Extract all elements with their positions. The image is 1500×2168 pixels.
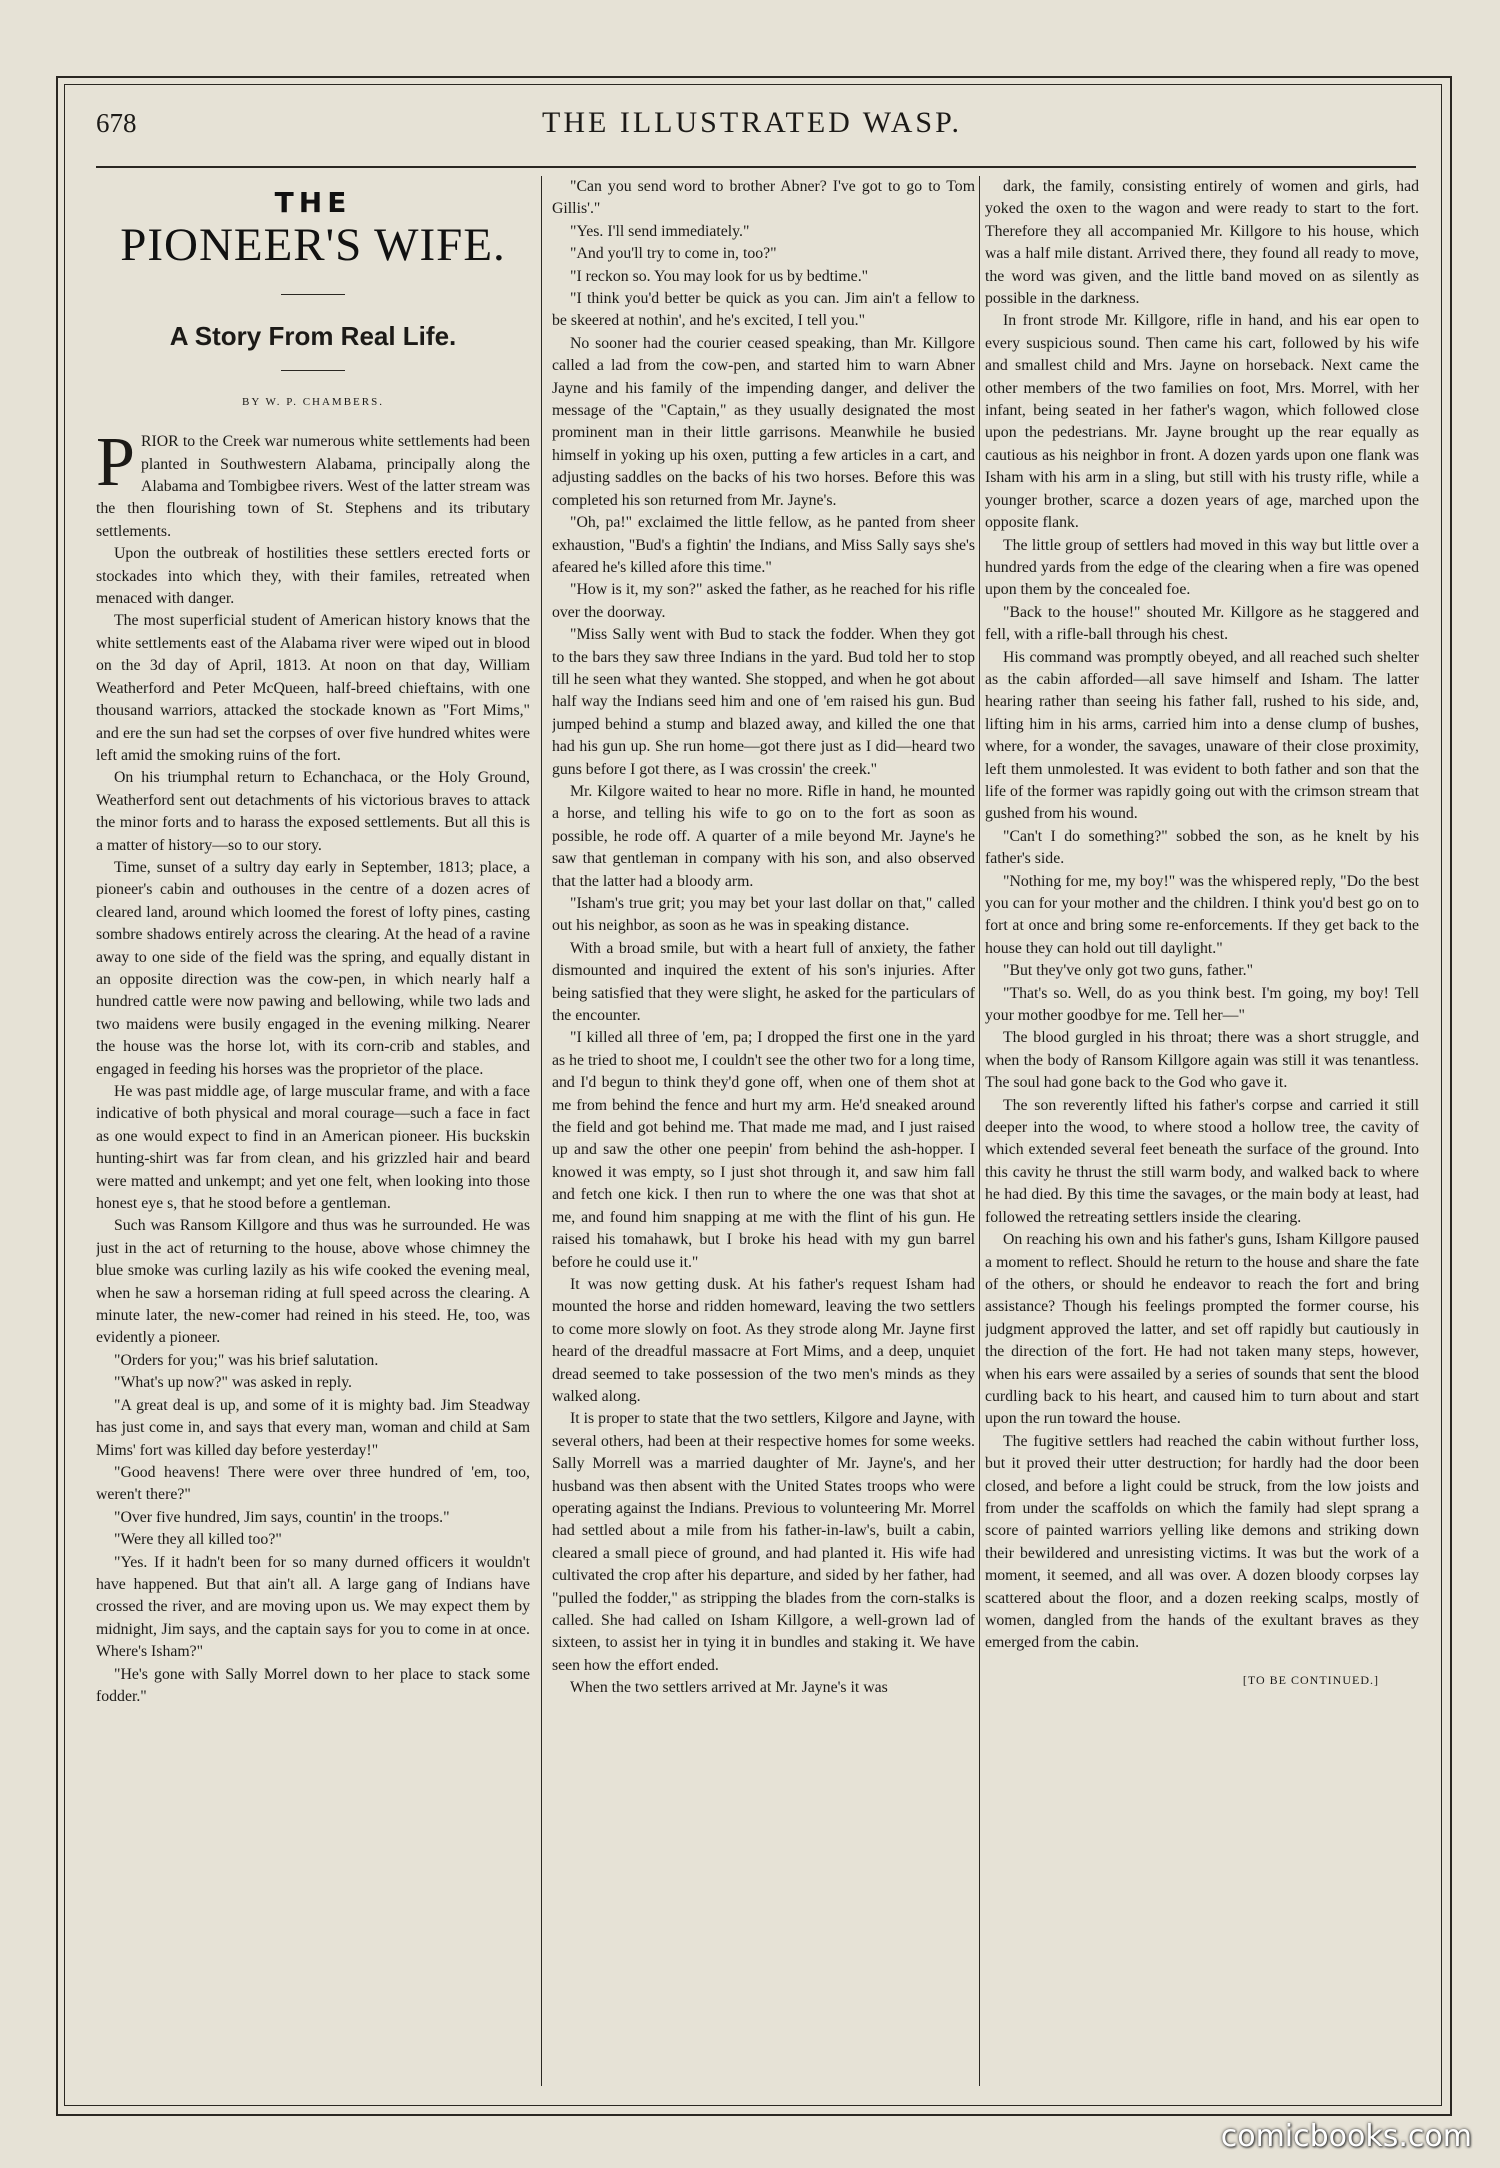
paragraph: "Miss Sally went with Bud to stack the fodder. When they got to the bars they saw three Indians in the yard. Bud told her to stop till he seen what they wanted. She stopped, and when he got about half way the Indians seed him and one of 'em raised his gun. Bud jumped behind a stump and blazed away, and killed the one that had his gun up. She run home—got there just as I did—heard two guns before I got there, as I was crossin' the creek."	[552, 626, 975, 778]
title-small: THE	[274, 186, 352, 219]
column-1-body	[96, 543, 530, 1708]
paragraph: "Yes. I'll send immediately."	[570, 222, 750, 240]
running-head: THE ILLUSTRATED WASP.	[542, 106, 962, 139]
paragraph: Time, sunset of a sultry day early in September, 1813; place, a pioneer's cabin and outhouses in the centre of a dozen acres of cleared land, around which loomed the forest of lofty pines, casting sombre shadows entirely across the clearing. At the head of a ravine away to one side of the field was the spring, and equally distant in an opposite direction was the cow-pen, in which nearly half a hundred cattle were now pawing and bellowing, while two lads and two maidens were busily engaged in the evening milking. Nearer the house was the horse lot, with its corn-crib and stables, and engaged in feeding his horses was the proprietor of the place.	[96, 858, 530, 1078]
paragraph: "And you'll try to come in, too?"	[570, 245, 777, 263]
paragraph: "I reckon so. You may look for us by bedtime."	[570, 267, 869, 285]
paragraph: When the two settlers arrived at Mr. Jayne's it was	[570, 1679, 888, 1697]
paragraph: "Can't I do something?" sobbed the son, as he knelt by his father's side.	[985, 827, 1419, 868]
paragraph: "I killed all three of 'em, pa; I dropped the first one in the yard as he tried to shoot me, I couldn't see the other two for a long time, and I'd begun to think they'd gone off, when one of them shot at me from behind the fence and hurt my arm. He'd sneaked around the field and got behind me. That made me mad, and I just raised up and saw the other one peepin' from behind the ash-hopper. I knowed it was empty, so I just shot through it, and saw him fall and fetch one kick. I then run to where the one was that shot at me, and found him snapping at me with the flint of his gun. He raised his tomahawk, but I broke his head with my gun barrel before he could use it."	[552, 1029, 975, 1271]
paragraph: "Isham's true grit; you may bet your last dollar on that," called out his neighbor, as soon as he was in speaking distance.	[552, 895, 975, 935]
paragraph: In front strode Mr. Killgore, rifle in hand, and his ear open to every suspicious sound. Then came his cart, followed by his wife and smallest child and Mrs. Jayne on horseback. Next came the other members of the two families on foot, Mrs. Morrel, with her infant, being seated in her father's wagon, which followed close upon the pedestrians. Mr. Jayne brought up the rear equally as cautious as his neighbor in front. A dozen yards upon one flank was Isham with his arm in a sling, but still with his trusty rifle, while a younger brother, scarce a dozen years of age, marched upon the opposite flank.	[985, 312, 1419, 532]
first-paragraph	[96, 424, 530, 543]
article-subtitle: A Story From Real Life.	[169, 321, 457, 352]
column-2-body	[552, 176, 975, 1700]
paragraph: It was now getting dusk. At his father's request Isham had mounted the horse and ridden homeward, leaving the two settlers to come more slowly on foot. As they strode along Mr. Jayne first heard of the dreadful massacre at Fort Mims, and a deep, unquiet dread seemed to take possession of the two men's minds as they walked along.	[552, 1275, 975, 1405]
paragraph: On his triumphal return to Echanchaca, or the Holy Ground, Weatherford sent out detachments of his victorious braves to attack the minor forts and to harass the exposed settlements. But all this is a matter of history—so to our story.	[96, 769, 530, 854]
watermark: comicbooks.com	[1220, 2119, 1472, 2154]
paragraph: dark, the family, consisting entirely of women and girls, had yoked the oxen to the wagon and were ready to start to the fort. Therefore they all accompanied Mr. Killgore to his house, which was a half mile distant. Arrived there, they found all ready to move, the word was given, and the little band moved on as silently as possible in the darkness.	[985, 178, 1419, 308]
paragraph: "Yes. If it hadn't been for so many durned officers it wouldn't have happened. But that ain't all. A large gang of Indians have crossed the river, and are moving upon us. We may expect them by midnight, Jim says, and the captain says for you to come in at once. Where's Isham?"	[96, 1553, 530, 1661]
paragraph: "What's up now?" was asked in reply.	[114, 1374, 353, 1392]
column-1	[96, 176, 530, 2086]
to-be-continued: [TO BE CONTINUED.]	[1242, 1672, 1379, 1687]
paragraph: No sooner had the courier ceased speaking, than Mr. Killgore called a lad from the cow-pen, and started him to warn Abner Jayne and his family of the impending danger, and deliver the message of the "Captain," as they usually designated the most prominent man in their little garrisons. Meanwhile he busied himself in yoking up his oxen, putting a few articles in a cart, and adjusting saddles on the backs of his two horses. Before this was completed his son returned from Mr. Jayne's.	[552, 334, 975, 509]
paragraph: "Orders for you;" was his brief salutation.	[114, 1351, 379, 1369]
title-rule	[281, 294, 345, 295]
paragraph: The fugitive settlers had reached the cabin without further loss, but it proved their utter destruction; for hardly had the door been closed, and before a light could be struck, from the low joists and from under the scaffolds on which the family had slept sprang a score of painted warriors yelling like demons and striking down their bewildered and unresisting victims. It was but the work of a moment, it seemed, and all was over. A dozen bloody corpses lay scattered about the floor, and a dozen reeking scalps, mostly of women, dangled from the hands of the exultant braves as they emerged from the cabin.	[985, 1432, 1419, 1652]
paragraph: "Nothing for me, my boy!" was the whispered reply, "Do the best you can for your mother and the children. I think you'd best go on to fort at once and bring some re-enforcements. If they get back to the house they can hold out till daylight."	[985, 872, 1419, 957]
paragraph: "That's so. Well, do as you think best. I'm going, my boy! Tell your mother goodbye for me. Tell her—"	[985, 984, 1419, 1025]
paragraph: "Were they all killed too?"	[114, 1531, 282, 1549]
paragraph: On reaching his own and his father's guns, Isham Killgore paused a moment to reflect. Should he return to the house and share the fate of the others, or should he endeavor to reach the fort and bring assistance? Though his feelings prompted the former course, his judgment approved the latter, and set off rapidly but cautiously in the direction of the fort. He had not taken many steps, however, when his ears were assailed by a series of sounds that sent the blood curdling back to his heart, and caused him to turn about and start upon the run toward the house.	[985, 1231, 1419, 1428]
column-2	[552, 176, 975, 2086]
paragraph: "But they've only got two guns, father."	[1003, 962, 1254, 980]
paragraph: Mr. Kilgore waited to hear no more. Rifle in hand, he mounted a horse, and telling his wife to go on to the fort as soon as possible, he rode off. A quarter of a mile beyond Mr. Jayne's he saw that gentleman in company with his son, and also observed that the latter had a bloody arm.	[552, 782, 975, 890]
paragraph: "Back to the house!" shouted Mr. Killgore as he staggered and fell, with a rifle-ball through his chest.	[985, 603, 1419, 644]
paragraph: "He's gone with Sally Morrel down to her place to stack some fodder."	[96, 1665, 530, 1705]
page-header	[64, 98, 1440, 154]
article-title: PIONEER'S WIFE.	[120, 219, 506, 272]
column-3-body	[985, 176, 1419, 1655]
column-rule	[541, 176, 542, 2086]
page-number: 678	[96, 108, 137, 138]
paragraph: Such was Ransom Killgore and thus was he surrounded. He was just in the act of returning to the house, above whose chimney the blue smoke was curling lazily as his wife cooked the evening meal, when he saw a horseman riding at full speed across the clearing. A minute later, the new-comer had reined in his steed. He, too, was evidently a pioneer.	[96, 1217, 530, 1347]
paragraph: The blood gurgled in his throat; there was a short struggle, and when the body of Ransom Killgore again was still it was tenantless. The soul had gone back to the God who gave it.	[985, 1029, 1419, 1092]
paragraph: With a broad smile, but with a heart full of anxiety, the father dismounted and inquired the extent of his son's injuries. After being satisfied that they were slight, he asked for the particulars of the encounter.	[552, 939, 975, 1025]
first-paragraph-text: RIOR to the Creek war numerous white settlements had been planted in Southwestern Alabama, principally along the Alabama and Tombigbee rivers. West of the latter stream was the then flourishing town of St. Stephens and its tributary settlements.	[96, 433, 530, 540]
dropcap: P	[96, 424, 135, 502]
column-3	[985, 176, 1419, 2086]
paragraph: "Can you send word to brother Abner? I've got to go to Tom Gillis'."	[552, 178, 975, 218]
paragraph: It is proper to state that the two settlers, Kilgore and Jayne, with several others, had been at their respective homes for some weeks. Sally Morrell was a married daughter of Mr. Jayne's, and her husband was then absent with the United States troops who were operating against the Indians. Previous to volunteering Mr. Morrel had settled about a mile from his father-in-law's, built a cabin, cleared a small piece of ground, and had planted it. His wife had cultivated the crop after his departure, and sided by her father, had "pulled the fodder," as stripping the blades from the corn-stalks is called. She had called on Isham Killgore, a well-grown lad of sixteen, to assist her in tying it in bundles and staking it. We have seen how the effort ended.	[552, 1410, 975, 1674]
paragraph: The little group of settlers had moved in this way but little over a hundred yards from the edge of the clearing when a fire was opened upon them by the concealed foe.	[985, 536, 1419, 599]
paragraph: "A great deal is up, and some of it is mighty bad. Jim Steadway has just come in, and says that every man, woman and child at Sam Mims' fort was killed day before yesterday!"	[96, 1396, 530, 1459]
paragraph: Upon the outbreak of hostilities these settlers erected forts or stockades into which they, with their familes, retreated when menaced with danger.	[96, 545, 530, 608]
paragraph: The son reverently lifted his father's corpse and carried it still deeper into the wood, to where stood a hollow tree, the cavity of which extended several feet beneath the surface of the ground. Into this cavity he thrust the still warm body, and walked back to where he had died. By this time the savages, or the main body at least, had followed the retreating settlers inside the clearing.	[985, 1096, 1419, 1226]
column-rule	[979, 176, 980, 2086]
byline: BY W. P. CHAMBERS.	[242, 395, 384, 408]
subtitle-rule	[281, 370, 345, 371]
header-rule	[96, 166, 1416, 168]
paragraph: His command was promptly obeyed, and all reached such shelter as the cabin afforded—all save himself and Isham. The latter hearing rather than seeing his father fall, rushed to his side, and, lifting him in his arms, carried him into a dense clump of bushes, where, for a wonder, the savages, unaware of their close proximity, left them unmolested. It was evident to both father and son that the life of the former was rapidly going out with the crimson stream that gushed from his wound.	[985, 648, 1419, 823]
paragraph: The most superficial student of American history knows that the white settlements east of the Alabama river were wiped out in blood on the 3d day of April, 1813. At noon on that day, William Weatherford and Peter McQueen, half-breed chieftains, with one thousand warriors, attacked the stockade known as "Fort Mims," and ere the sun had set the corpses of over five hundred whites were left amid the smoking ruins of the fort.	[96, 612, 530, 764]
paragraph: "How is it, my son?" asked the father, as he reached for his rifle over the doorway.	[552, 581, 975, 621]
paragraph: "I think you'd better be quick as you can. Jim ain't a fellow to be skeered at nothin', and he's excited, I tell you."	[552, 290, 975, 330]
paragraph: "Good heavens! There were over three hundred of 'em, too, weren't there?"	[96, 1463, 530, 1504]
paragraph: He was past middle age, of large muscular frame, and with a face indicative of both physical and moral courage—such a face in fact as one would expect to find in an American pioneer. His buckskin hunting-shirt was far from clean, and his grizzled hair and beard were matted and unkempt; and yet one felt, when looking into those honest eye s, that he stood before a gentleman.	[96, 1083, 530, 1213]
paragraph: "Oh, pa!" exclaimed the little fellow, as he panted from sheer exhaustion, "Bud's a fightin' the Indians, and Miss Sally says she's afeared he's killed afore this time."	[552, 514, 975, 576]
title-block	[96, 186, 530, 413]
paragraph: "Over five hundred, Jim says, countin' in the troops."	[114, 1508, 450, 1526]
